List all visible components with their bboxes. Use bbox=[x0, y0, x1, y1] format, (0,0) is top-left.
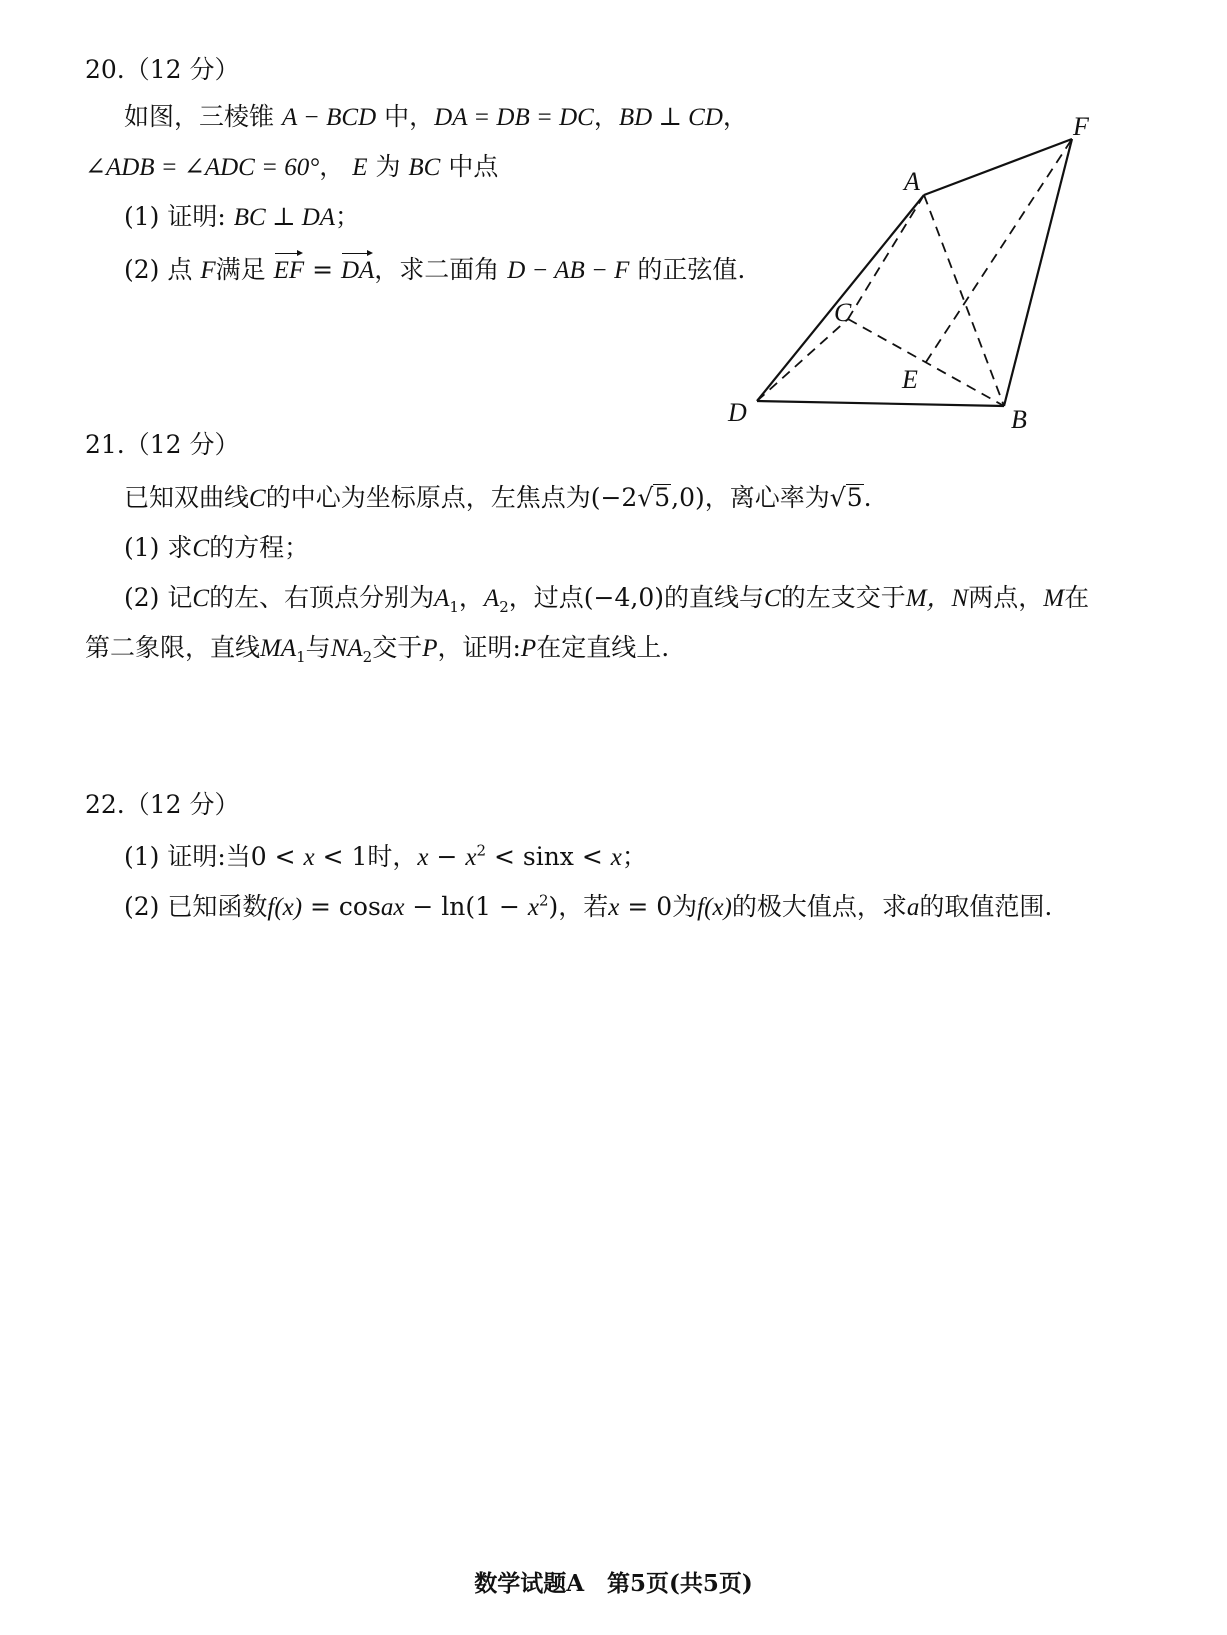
label-c: C bbox=[834, 298, 852, 327]
q22-function-ln: − ln(1 − bbox=[404, 892, 528, 921]
q21-points-mn: M，N bbox=[905, 585, 969, 612]
q20-intro-expr-equal: DA = DB = DC bbox=[434, 104, 594, 131]
q21-part1 bbox=[124, 531, 309, 566]
q22-function-f: f bbox=[267, 894, 275, 921]
q21-vertex-a1: A bbox=[434, 585, 450, 612]
label-d: D bbox=[728, 398, 747, 427]
q22-ineq-sin: < sinx < bbox=[486, 842, 611, 871]
q20-intro-comma2: ， bbox=[722, 102, 748, 131]
q20-part2 bbox=[124, 250, 745, 288]
q20-line2-wei: 为 bbox=[375, 152, 401, 181]
q20-point-e: E bbox=[352, 154, 368, 181]
q21-number: 21. bbox=[85, 430, 125, 459]
page-footer: 数学试题A 第5页(共5页) bbox=[474, 1570, 753, 1597]
q22-part2-label: (2) 已知函数 bbox=[124, 892, 268, 921]
q22-ineq-x2: x bbox=[465, 844, 477, 871]
q21-part2-text2: ，过点 bbox=[508, 583, 584, 612]
q21-point-p: P bbox=[422, 635, 438, 662]
q20-points: （12 分） bbox=[124, 55, 240, 84]
q21-line-ma-sub: 1 bbox=[296, 648, 306, 666]
q20-vector-eq: = bbox=[304, 255, 341, 284]
q22-part1-when: 时， bbox=[367, 842, 418, 871]
q21-intro-text2: 的中心为坐标原点，左焦点为 bbox=[265, 483, 591, 512]
q21-l3-prove: ，证明: bbox=[437, 633, 521, 662]
edge-fb bbox=[1004, 139, 1072, 406]
q21-l3-meet: 交于 bbox=[372, 633, 423, 662]
q20-part2-label: (2) 点 bbox=[124, 255, 193, 284]
q22-part1 bbox=[124, 840, 647, 875]
q22-part2-f2-arg: (x) bbox=[704, 894, 732, 921]
q20-part1 bbox=[124, 200, 360, 235]
q22-function-sup: 2 bbox=[538, 891, 549, 910]
q20-segment-bc: BC bbox=[408, 154, 441, 181]
q22-part1-expr1: 0 < bbox=[250, 842, 304, 871]
q20-intro-text2: 中， bbox=[384, 102, 435, 131]
q22-function-ax: ax bbox=[380, 894, 405, 921]
edge-ef bbox=[926, 139, 1072, 362]
q22-part1-x: x bbox=[303, 844, 315, 871]
edge-db bbox=[757, 401, 1004, 406]
edge-dc bbox=[757, 319, 848, 401]
edge-ac bbox=[848, 195, 924, 319]
q22-ineq-minus: − bbox=[428, 842, 466, 871]
q21-header bbox=[85, 428, 240, 462]
q21-curve-c: C bbox=[249, 485, 266, 512]
q20-part2-text3: 的正弦值. bbox=[637, 255, 746, 284]
q21-intro: 已知双曲线C的中心为坐标原点，左焦点为(−2√5,0)，离心率为√5. bbox=[124, 483, 872, 512]
edge-af bbox=[924, 139, 1072, 195]
q22-part2-eq0: = 0 bbox=[619, 892, 673, 921]
q22-points: （12 分） bbox=[124, 790, 240, 819]
q22-part1-end: ； bbox=[621, 842, 647, 871]
q22-ineq-sup: 2 bbox=[476, 841, 487, 860]
tetrahedron-figure bbox=[728, 110, 1110, 450]
q22-function-close: ) bbox=[548, 892, 559, 921]
q20-part1-label: (1) 证明: bbox=[124, 202, 226, 231]
q20-part2-text: 满足 bbox=[215, 255, 266, 284]
q21-part2-c: C bbox=[192, 585, 210, 612]
q20-part1-end: ； bbox=[335, 202, 361, 231]
q21-focus-radicand: 5 bbox=[654, 483, 671, 512]
q20-intro-text: 如图，三棱锥 bbox=[124, 102, 275, 131]
q20-line2-midpoint: 中点 bbox=[448, 152, 499, 181]
q21-part1-c: C bbox=[192, 535, 210, 562]
q21-point-m: M bbox=[1043, 585, 1065, 612]
q20-vector-da: DA bbox=[341, 250, 374, 288]
q20-intro-comma: ， bbox=[593, 102, 619, 131]
q21-point-p2: P bbox=[520, 635, 537, 662]
q21-points: （12 分） bbox=[124, 430, 240, 459]
q21-intro-text3: ，离心率为 bbox=[704, 483, 830, 512]
q21-focus-close: ,0) bbox=[671, 483, 705, 512]
label-f: F bbox=[1073, 112, 1089, 141]
q21-point: (−4,0) bbox=[583, 583, 664, 612]
q21-part2-text4: 的左支交于 bbox=[780, 583, 906, 612]
q21-part2-text3: 的直线与 bbox=[663, 583, 764, 612]
q22-part2-wei: 为 bbox=[672, 892, 698, 921]
label-b: B bbox=[1011, 405, 1027, 434]
q21-l3-end: 在定直线上. bbox=[536, 633, 670, 662]
q22-part2-a: a bbox=[906, 894, 920, 921]
q22-part1-label: (1) 证明:当 bbox=[124, 842, 251, 871]
q21-part1-text: 的方程； bbox=[209, 533, 310, 562]
q20-angle-expr: ∠ADB = ∠ADC = 60° bbox=[85, 154, 320, 181]
q22-part2-x0: x bbox=[608, 894, 620, 921]
q21-part2 bbox=[124, 581, 1089, 616]
q21-l3-and: 与 bbox=[305, 633, 331, 662]
q21-vertex-a2-sub: 2 bbox=[499, 598, 509, 616]
q21-part2-text5: 两点， bbox=[968, 583, 1044, 612]
q22-part2-end: 的取值范围. bbox=[919, 892, 1053, 921]
q21-intro-text: 已知双曲线 bbox=[124, 483, 250, 512]
q20-header bbox=[85, 53, 240, 87]
q21-line-ma: MA bbox=[260, 635, 297, 662]
q22-header bbox=[85, 788, 240, 822]
q21-intro-end: . bbox=[863, 483, 872, 512]
q20-dihedral-expr: D − AB − F bbox=[507, 257, 630, 284]
q21-line-na-sub: 2 bbox=[362, 648, 373, 666]
q20-number: 20. bbox=[85, 55, 125, 84]
q21-l3-text: 第二象限，直线 bbox=[85, 633, 261, 662]
q21-part1-label: (1) 求 bbox=[124, 533, 193, 562]
edge-ab bbox=[924, 195, 1004, 406]
q21-part2-c2: C bbox=[764, 585, 781, 612]
q20-vector-ef: EF bbox=[274, 250, 305, 288]
q21-part2-text: 的左、右顶点分别为 bbox=[209, 583, 435, 612]
q21-part2-label: (2) 记 bbox=[124, 583, 193, 612]
q21-vertex-a1-sub: 1 bbox=[449, 598, 459, 616]
q22-part2-f2: f bbox=[697, 894, 705, 921]
q20-intro bbox=[124, 100, 748, 135]
label-a: A bbox=[904, 167, 920, 196]
q20-intro-expr-perp: BD ⊥ CD bbox=[618, 104, 723, 131]
q21-eccentricity-radicand: 5 bbox=[846, 483, 863, 512]
edge-cb bbox=[848, 319, 1004, 406]
q20-intro-line2 bbox=[85, 150, 498, 185]
q21-part2-comma: ， bbox=[458, 583, 484, 612]
q20-part2-point-f: F bbox=[200, 257, 216, 284]
q20-line2-comma: ， bbox=[319, 152, 345, 181]
q22-part2 bbox=[124, 890, 1052, 925]
q22-function-x2: x bbox=[527, 894, 539, 921]
q20-part1-expr: BC ⊥ DA bbox=[233, 204, 336, 231]
q21-vertex-a2: A bbox=[483, 585, 500, 612]
q22-function-arg: (x) bbox=[274, 894, 303, 921]
q20-part2-text2: ，求二面角 bbox=[374, 255, 500, 284]
q22-part2-if: ，若 bbox=[558, 892, 609, 921]
q22-ineq-x: x bbox=[417, 844, 429, 871]
q21-part2-text6: 在 bbox=[1064, 583, 1090, 612]
q22-part2-text: 的极大值点，求 bbox=[731, 892, 907, 921]
q22-function-eq: = cos bbox=[302, 892, 381, 921]
q21-line-na: NA bbox=[330, 635, 363, 662]
q21-part2-line2 bbox=[85, 631, 669, 666]
label-e: E bbox=[902, 365, 918, 394]
q20-intro-expr-tetrahedron: A − BCD bbox=[281, 104, 377, 131]
q22-number: 22. bbox=[85, 790, 125, 819]
q22-part1-expr2: < 1 bbox=[314, 842, 368, 871]
q22-ineq-x-end: x bbox=[610, 844, 622, 871]
q21-focus-open: (−2 bbox=[590, 483, 638, 512]
